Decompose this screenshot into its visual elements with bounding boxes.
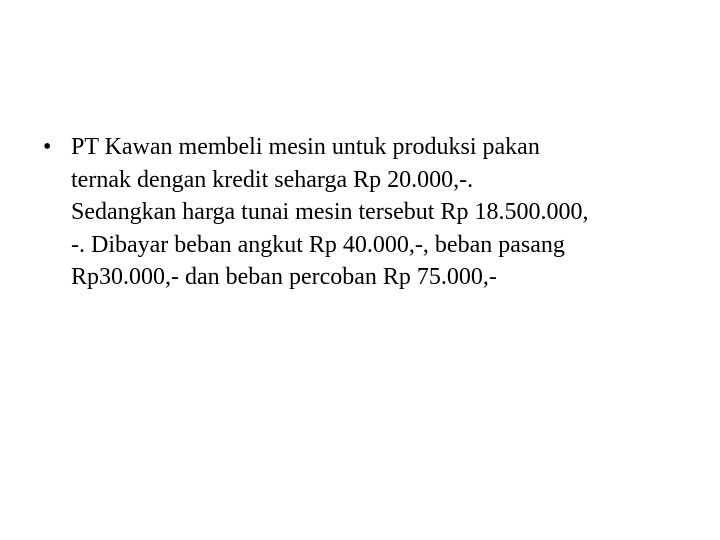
bullet-line-3: Sedangkan harga tunai mesin tersebut Rp 18.500.000, — [71, 199, 589, 225]
bullet-line-1: PT Kawan membeli mesin untuk produksi pakan — [71, 134, 540, 160]
slide-content — [40, 131, 680, 294]
bullet-line-2: ternak dengan kredit seharga Rp 20.000,-. — [71, 166, 474, 193]
bullet-item — [40, 131, 680, 294]
bullet-line-4: -. Dibayar beban angkut Rp 40.000,-, beban pasang — [71, 231, 565, 258]
bullet-marker: • — [43, 134, 52, 160]
bullet-line-5: Rp30.000,- dan beban percoban Rp 75.000,- — [71, 264, 497, 290]
